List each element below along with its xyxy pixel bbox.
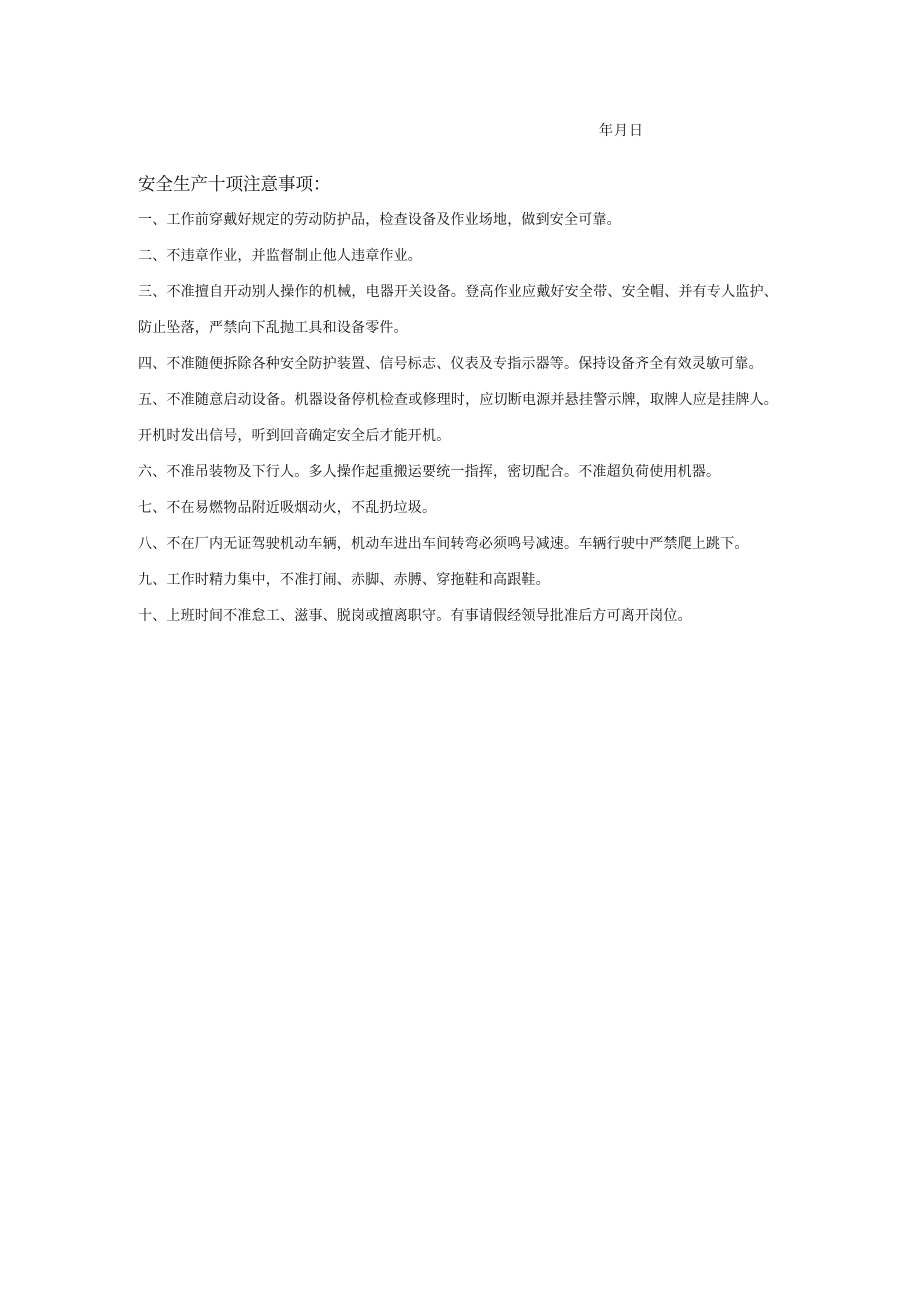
- rule-item-5: 五、不准随意启动设备。机器设备停机检查或修理时，应切断电源并悬挂警示牌，取牌人应是挂牌人。开机时发出信号，听到回音确定安全后才能开机。: [138, 392, 778, 444]
- rule-item-1: 一、工作前穿戴好规定的劳动防护品，检查设备及作业场地，做到安全可靠。: [138, 212, 621, 228]
- document-title: 安全生产十项注意事项：: [138, 175, 331, 195]
- rule-item-2: 二、不违章作业，并监督制止他人违章作业。: [138, 248, 422, 264]
- rule-item-4: 四、不准随便拆除各种安全防护装置、信号标志、仪表及专指示器等。保持设备齐全有效灵敏可靠。: [138, 356, 763, 372]
- rule-item-8: 八、不在厂内无证驾驶机动车辆，机动车进出车间转弯必须鸣号减速。车辆行驶中严禁爬上跳下。: [138, 536, 749, 552]
- rule-item-10: 十、上班时间不准怠工、滋事、脱岗或擅离职守。有事请假经领导批准后方可离开岗位。: [138, 608, 692, 624]
- date-label: 年月日: [599, 123, 644, 139]
- rules-list: [138, 202, 778, 634]
- rule-item-9: 九、工作时精力集中，不准打闹、赤脚、赤膊、穿拖鞋和高跟鞋。: [138, 572, 550, 588]
- rule-item-6: 六、不准吊装物及下行人。多人操作起重搬运要统一指挥，密切配合。不准超负荷使用机器。: [138, 464, 721, 480]
- rule-item-7: 七、不在易燃物品附近吸烟动火，不乱扔垃圾。: [138, 500, 437, 516]
- rule-item-3: 三、不准擅自开动别人操作的机械，电器开关设备。登高作业应戴好安全带、安全帽、并有专人监护、防止坠落，严禁向下乱抛工具和设备零件。: [138, 284, 778, 336]
